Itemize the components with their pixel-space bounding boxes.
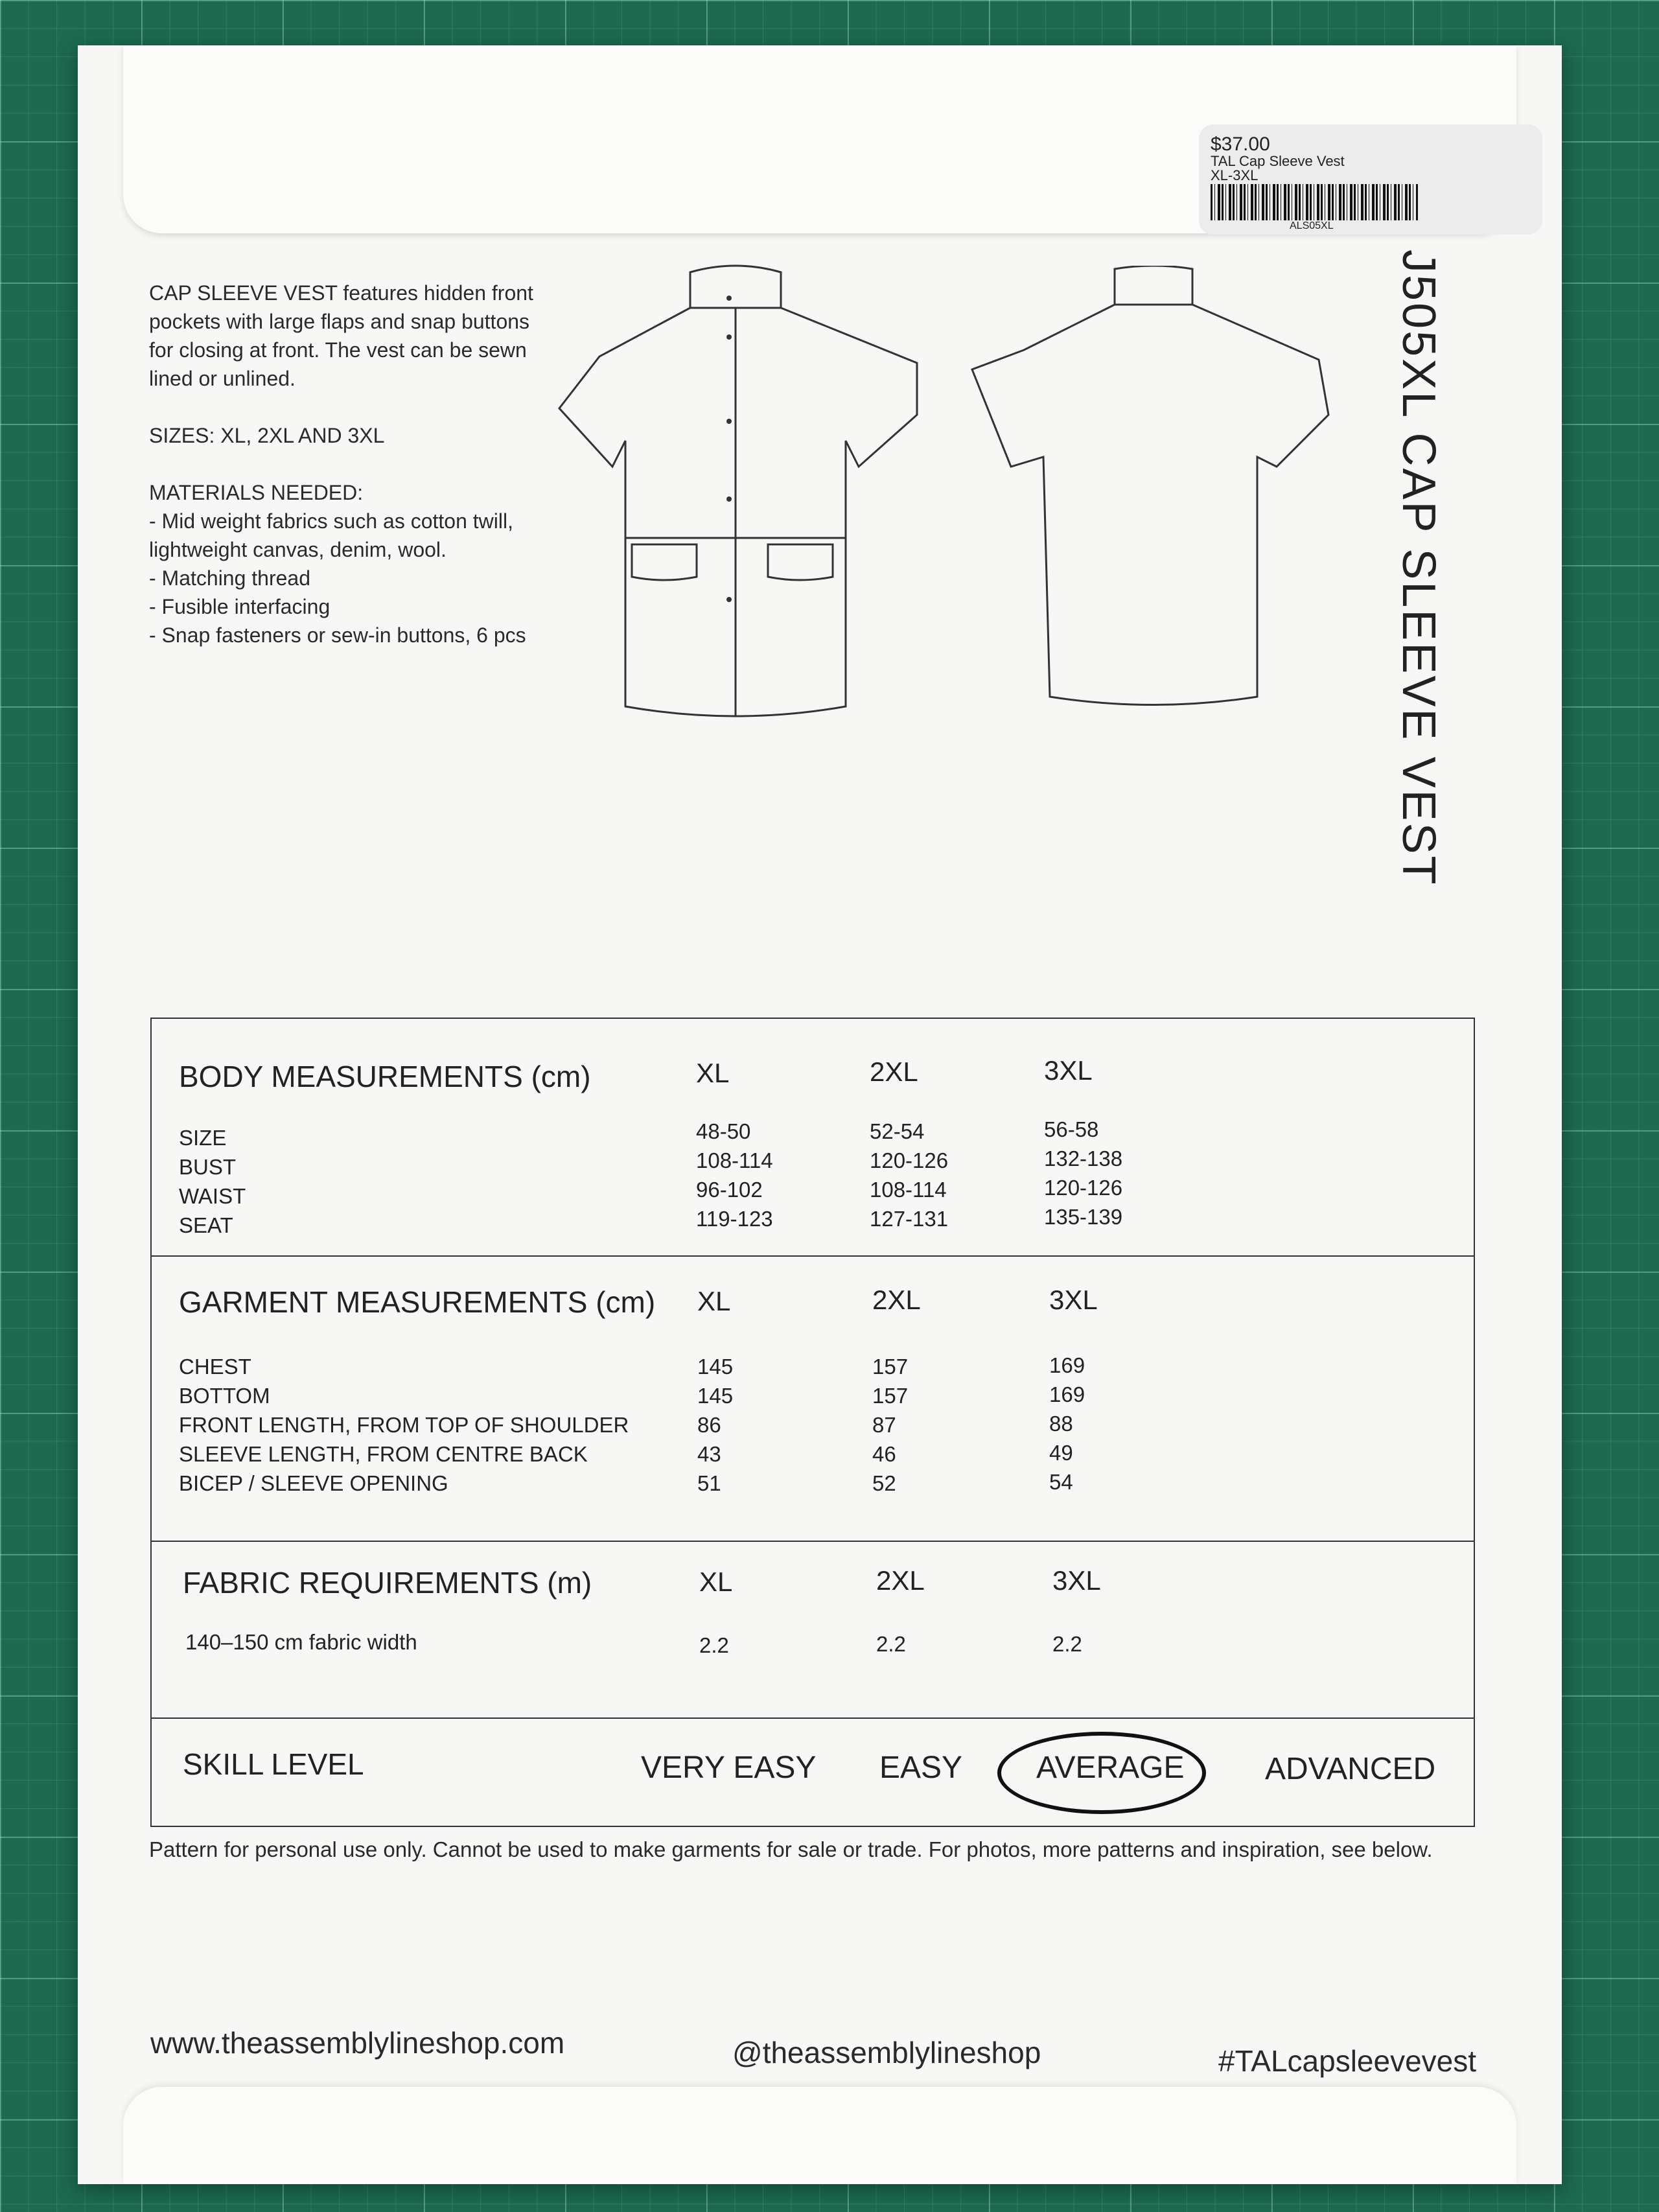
pattern-description — [149, 279, 538, 649]
cell: 132-138 — [1044, 1147, 1123, 1170]
selected-skill-circle — [997, 1732, 1206, 1814]
cell: 2.2 — [876, 1632, 906, 1656]
cell: 169 — [1049, 1382, 1085, 1406]
row-label-seat: SEAT — [179, 1213, 233, 1237]
row-label-fabric-width: 140–150 cm fabric width — [185, 1630, 417, 1654]
row-label-bust: BUST — [179, 1155, 237, 1179]
row-label-bicep: BICEP / SLEEVE OPENING — [179, 1471, 448, 1495]
website-link: www.theassemblylineshop.com — [150, 2026, 565, 2060]
cell: 96-102 — [696, 1178, 763, 1202]
cell: 86 — [697, 1413, 721, 1437]
barcode — [1211, 184, 1418, 220]
row-label-bottom: BOTTOM — [179, 1384, 270, 1408]
cell: 52-54 — [870, 1119, 925, 1143]
hashtag: #TALcapsleevevest — [1218, 2044, 1477, 2078]
material-item: - Snap fasteners or sew-in buttons, 6 pcs — [149, 623, 526, 647]
divider — [152, 1717, 1474, 1719]
cell: 157 — [872, 1384, 909, 1408]
skill-level-easy: EASY — [879, 1751, 963, 1785]
cell: 145 — [697, 1384, 734, 1408]
back-view-sketch — [966, 266, 1341, 719]
price-sticker — [1199, 124, 1542, 235]
cell: 43 — [697, 1442, 721, 1466]
description-intro: CAP SLEEVE VEST features hidden front pockets with large flaps and snap buttons for closing at front. The vest can be sewn lined or unlined. — [149, 281, 533, 390]
cell: 120-126 — [870, 1148, 949, 1172]
row-label-size: SIZE — [179, 1126, 227, 1150]
cell: 157 — [872, 1355, 909, 1379]
materials-list — [149, 478, 538, 649]
material-item: - Matching thread — [149, 566, 311, 590]
cell: 120-126 — [1044, 1176, 1123, 1200]
cell: 51 — [697, 1471, 721, 1495]
size-header-xl: XL — [699, 1566, 733, 1597]
size-header-3xl: 3XL — [1049, 1285, 1098, 1315]
skill-level-very-easy: VERY EASY — [641, 1751, 817, 1785]
cell: 46 — [872, 1442, 896, 1466]
cell: 56-58 — [1044, 1117, 1099, 1141]
description-sizes: SIZES: XL, 2XL AND 3XL — [149, 424, 385, 447]
cell: 52 — [872, 1471, 896, 1495]
divider — [152, 1541, 1474, 1542]
size-header-2xl: 2XL — [872, 1285, 921, 1315]
row-label-sleeve-length: SLEEVE LENGTH, FROM CENTRE BACK — [179, 1442, 588, 1466]
cell: 119-123 — [696, 1207, 773, 1231]
size-header-3xl: 3XL — [1044, 1055, 1093, 1086]
row-label-waist: WAIST — [179, 1184, 246, 1208]
material-item: - Fusible interfacing — [149, 595, 331, 618]
material-item: - Mid weight fabrics such as cotton twill, lightweight canvas, denim, wool. — [149, 509, 513, 561]
skill-level-average: AVERAGE — [1036, 1751, 1185, 1785]
cell: 49 — [1049, 1441, 1073, 1465]
measurements-table — [150, 1018, 1475, 1827]
pattern-title: J505XL CAP SLEEVE VEST — [1393, 250, 1444, 887]
cell: 108-114 — [696, 1148, 773, 1172]
size-header-2xl: 2XL — [870, 1056, 918, 1087]
size-header-xl: XL — [696, 1058, 730, 1088]
instagram-handle: @theassemblylineshop — [732, 2036, 1041, 2069]
cell: 87 — [872, 1413, 896, 1437]
cell: 127-131 — [870, 1207, 949, 1231]
price: $37.00 — [1211, 134, 1270, 155]
divider — [152, 1255, 1474, 1257]
front-view-sketch — [554, 259, 943, 732]
size-header-2xl: 2XL — [876, 1565, 925, 1596]
cell: 145 — [697, 1355, 734, 1379]
cell: 54 — [1049, 1470, 1073, 1494]
body-measurements-title: BODY MEASUREMENTS (cm) — [179, 1060, 591, 1093]
cell: 2.2 — [1052, 1632, 1082, 1656]
envelope-bottom-flap — [123, 2087, 1516, 2184]
cell: 48-50 — [696, 1119, 751, 1143]
product-sizes: XL-3XL — [1211, 167, 1259, 183]
size-header-xl: XL — [697, 1286, 731, 1316]
product-code: ALS05XL — [1290, 220, 1334, 231]
usage-footnote: Pattern for personal use only. Cannot be used to make garments for sale or trade. For photos, more patterns and inspiration, see below. — [149, 1837, 1433, 1861]
cell: 88 — [1049, 1412, 1073, 1436]
skill-level-advanced: ADVANCED — [1265, 1752, 1436, 1786]
size-header-3xl: 3XL — [1052, 1565, 1101, 1596]
cell: 169 — [1049, 1353, 1085, 1377]
row-label-front-length: FRONT LENGTH, FROM TOP OF SHOULDER — [179, 1413, 629, 1437]
cell: 108-114 — [870, 1178, 947, 1202]
fabric-requirements-title: FABRIC REQUIREMENTS (m) — [183, 1566, 592, 1600]
garment-measurements-title: GARMENT MEASUREMENTS (cm) — [179, 1285, 656, 1319]
product-name: TAL Cap Sleeve Vest — [1211, 153, 1345, 169]
materials-heading: MATERIALS NEEDED: — [149, 481, 364, 504]
skill-level-title: SKILL LEVEL — [183, 1747, 364, 1781]
cell: 2.2 — [699, 1633, 729, 1657]
row-label-chest: CHEST — [179, 1355, 251, 1379]
cell: 135-139 — [1044, 1205, 1123, 1229]
